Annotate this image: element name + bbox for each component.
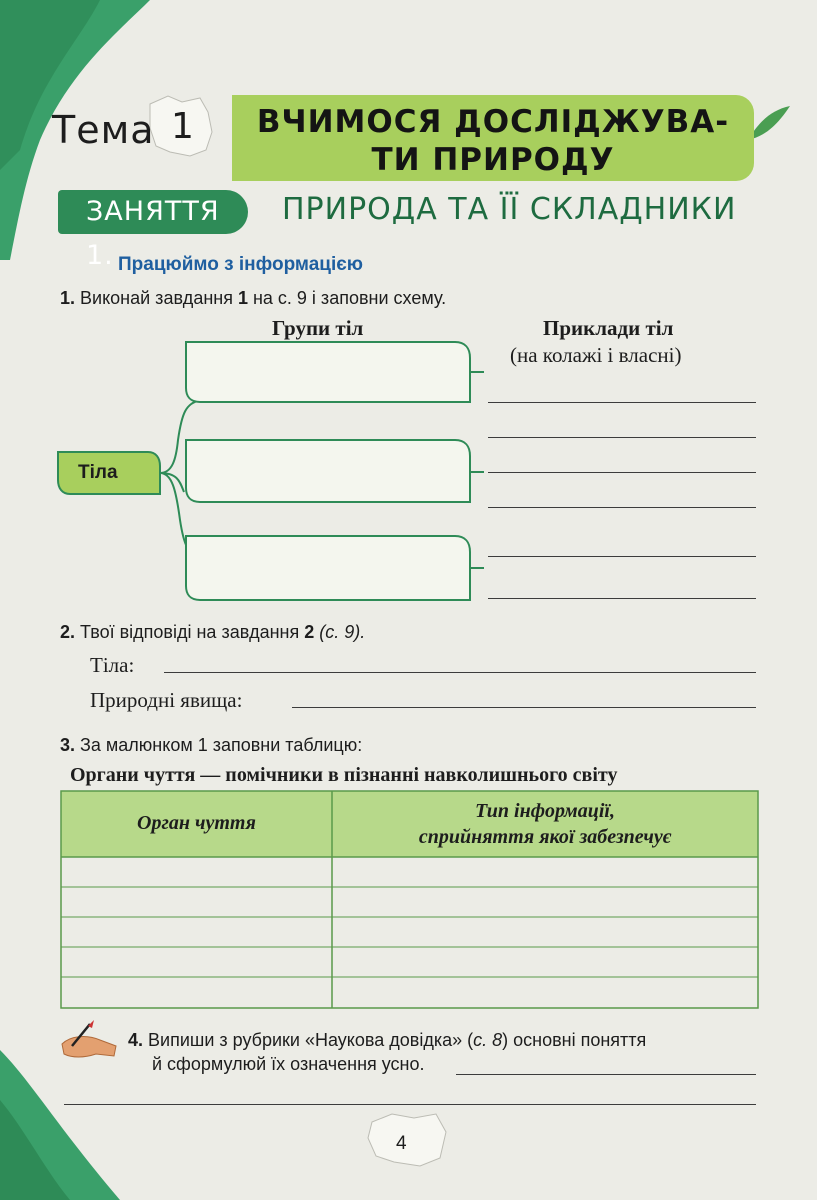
topic-title-line-2: ТИ ПРИРОДУ <box>371 142 615 178</box>
examples-answer-line-3[interactable] <box>488 472 756 473</box>
section-heading: Працюймо з інформацією <box>118 254 363 275</box>
lesson-title: ПРИРОДА ТА ЇЇ СКЛАДНИКИ <box>282 192 737 227</box>
scheme-examples-subheading: (на колажі і власні) <box>510 343 682 367</box>
topic-title-line-1: ВЧИМОСЯ ДОСЛІДЖУВА- <box>256 104 730 140</box>
task2-bodies-label: Тіла: <box>90 653 135 677</box>
lesson-badge: ЗАНЯТТЯ 1. <box>58 190 248 234</box>
table-cell-info-1[interactable] <box>333 858 757 886</box>
task3-number: 3. <box>60 735 76 755</box>
table-header-organ: Орган чуття <box>137 812 256 834</box>
table-cell-info-5[interactable] <box>333 978 757 1007</box>
table-header-info-type-line-1: Тип інформації, <box>475 800 615 822</box>
task4-instruction-line-2: й сформулюй їх означення усно. <box>152 1054 425 1074</box>
examples-answer-line-6[interactable] <box>488 598 756 599</box>
task4-answer-line-2[interactable] <box>64 1104 756 1105</box>
table-header-info-type-line-2: сприйняття якої забезпечує <box>418 826 672 848</box>
examples-answer-line-1[interactable] <box>488 402 756 403</box>
task4-number: 4. <box>128 1030 144 1050</box>
examples-answer-line-5[interactable] <box>488 556 756 557</box>
table-cell-info-4[interactable] <box>333 948 757 976</box>
task2-number: 2. <box>60 622 76 642</box>
table-title: Органи чуття — помічники в пізнанні навколишнього світу <box>70 764 618 786</box>
table-cell-organ-5[interactable] <box>62 978 331 1007</box>
scheme-group-answer-2[interactable] <box>200 448 458 494</box>
task2-instruction: 2. Твої відповіді на завдання 2 (с. 9). <box>60 622 366 642</box>
table-cell-info-2[interactable] <box>333 888 757 916</box>
table-cell-organ-2[interactable] <box>62 888 331 916</box>
task3-instruction: 3. За малюнком 1 заповни таблицю: <box>60 735 363 755</box>
task4-instruction-line-1: 4. Випиши з рубрики «Наукова довідка» (с. 8) основні поняття <box>128 1030 647 1050</box>
task1-number: 1. <box>60 288 76 308</box>
topic-label: Тема <box>52 108 155 152</box>
scheme-root-label: Тіла <box>78 462 118 483</box>
task2-phenomena-label: Природні явища: <box>90 688 243 712</box>
table-cell-organ-1[interactable] <box>62 858 331 886</box>
table-cell-info-3[interactable] <box>333 918 757 946</box>
scheme-group-answer-1[interactable] <box>200 350 458 394</box>
scheme-group-answer-3[interactable] <box>200 544 458 592</box>
task2-phenomena-answer-line[interactable] <box>292 707 756 708</box>
task1-instruction: 1. Виконай завдання 1 на с. 9 і заповни схему. <box>60 288 447 308</box>
scheme-groups-heading: Групи тіл <box>272 316 364 340</box>
topic-number: 1 <box>171 106 194 147</box>
task4-answer-line-1[interactable] <box>456 1074 756 1075</box>
task2-bodies-answer-line[interactable] <box>164 672 756 673</box>
table-cell-organ-3[interactable] <box>62 918 331 946</box>
examples-answer-line-4[interactable] <box>488 507 756 508</box>
scheme-examples-heading: Приклади тіл <box>543 316 674 340</box>
table-cell-organ-4[interactable] <box>62 948 331 976</box>
page-number: 4 <box>396 1133 407 1154</box>
examples-answer-line-2[interactable] <box>488 437 756 438</box>
